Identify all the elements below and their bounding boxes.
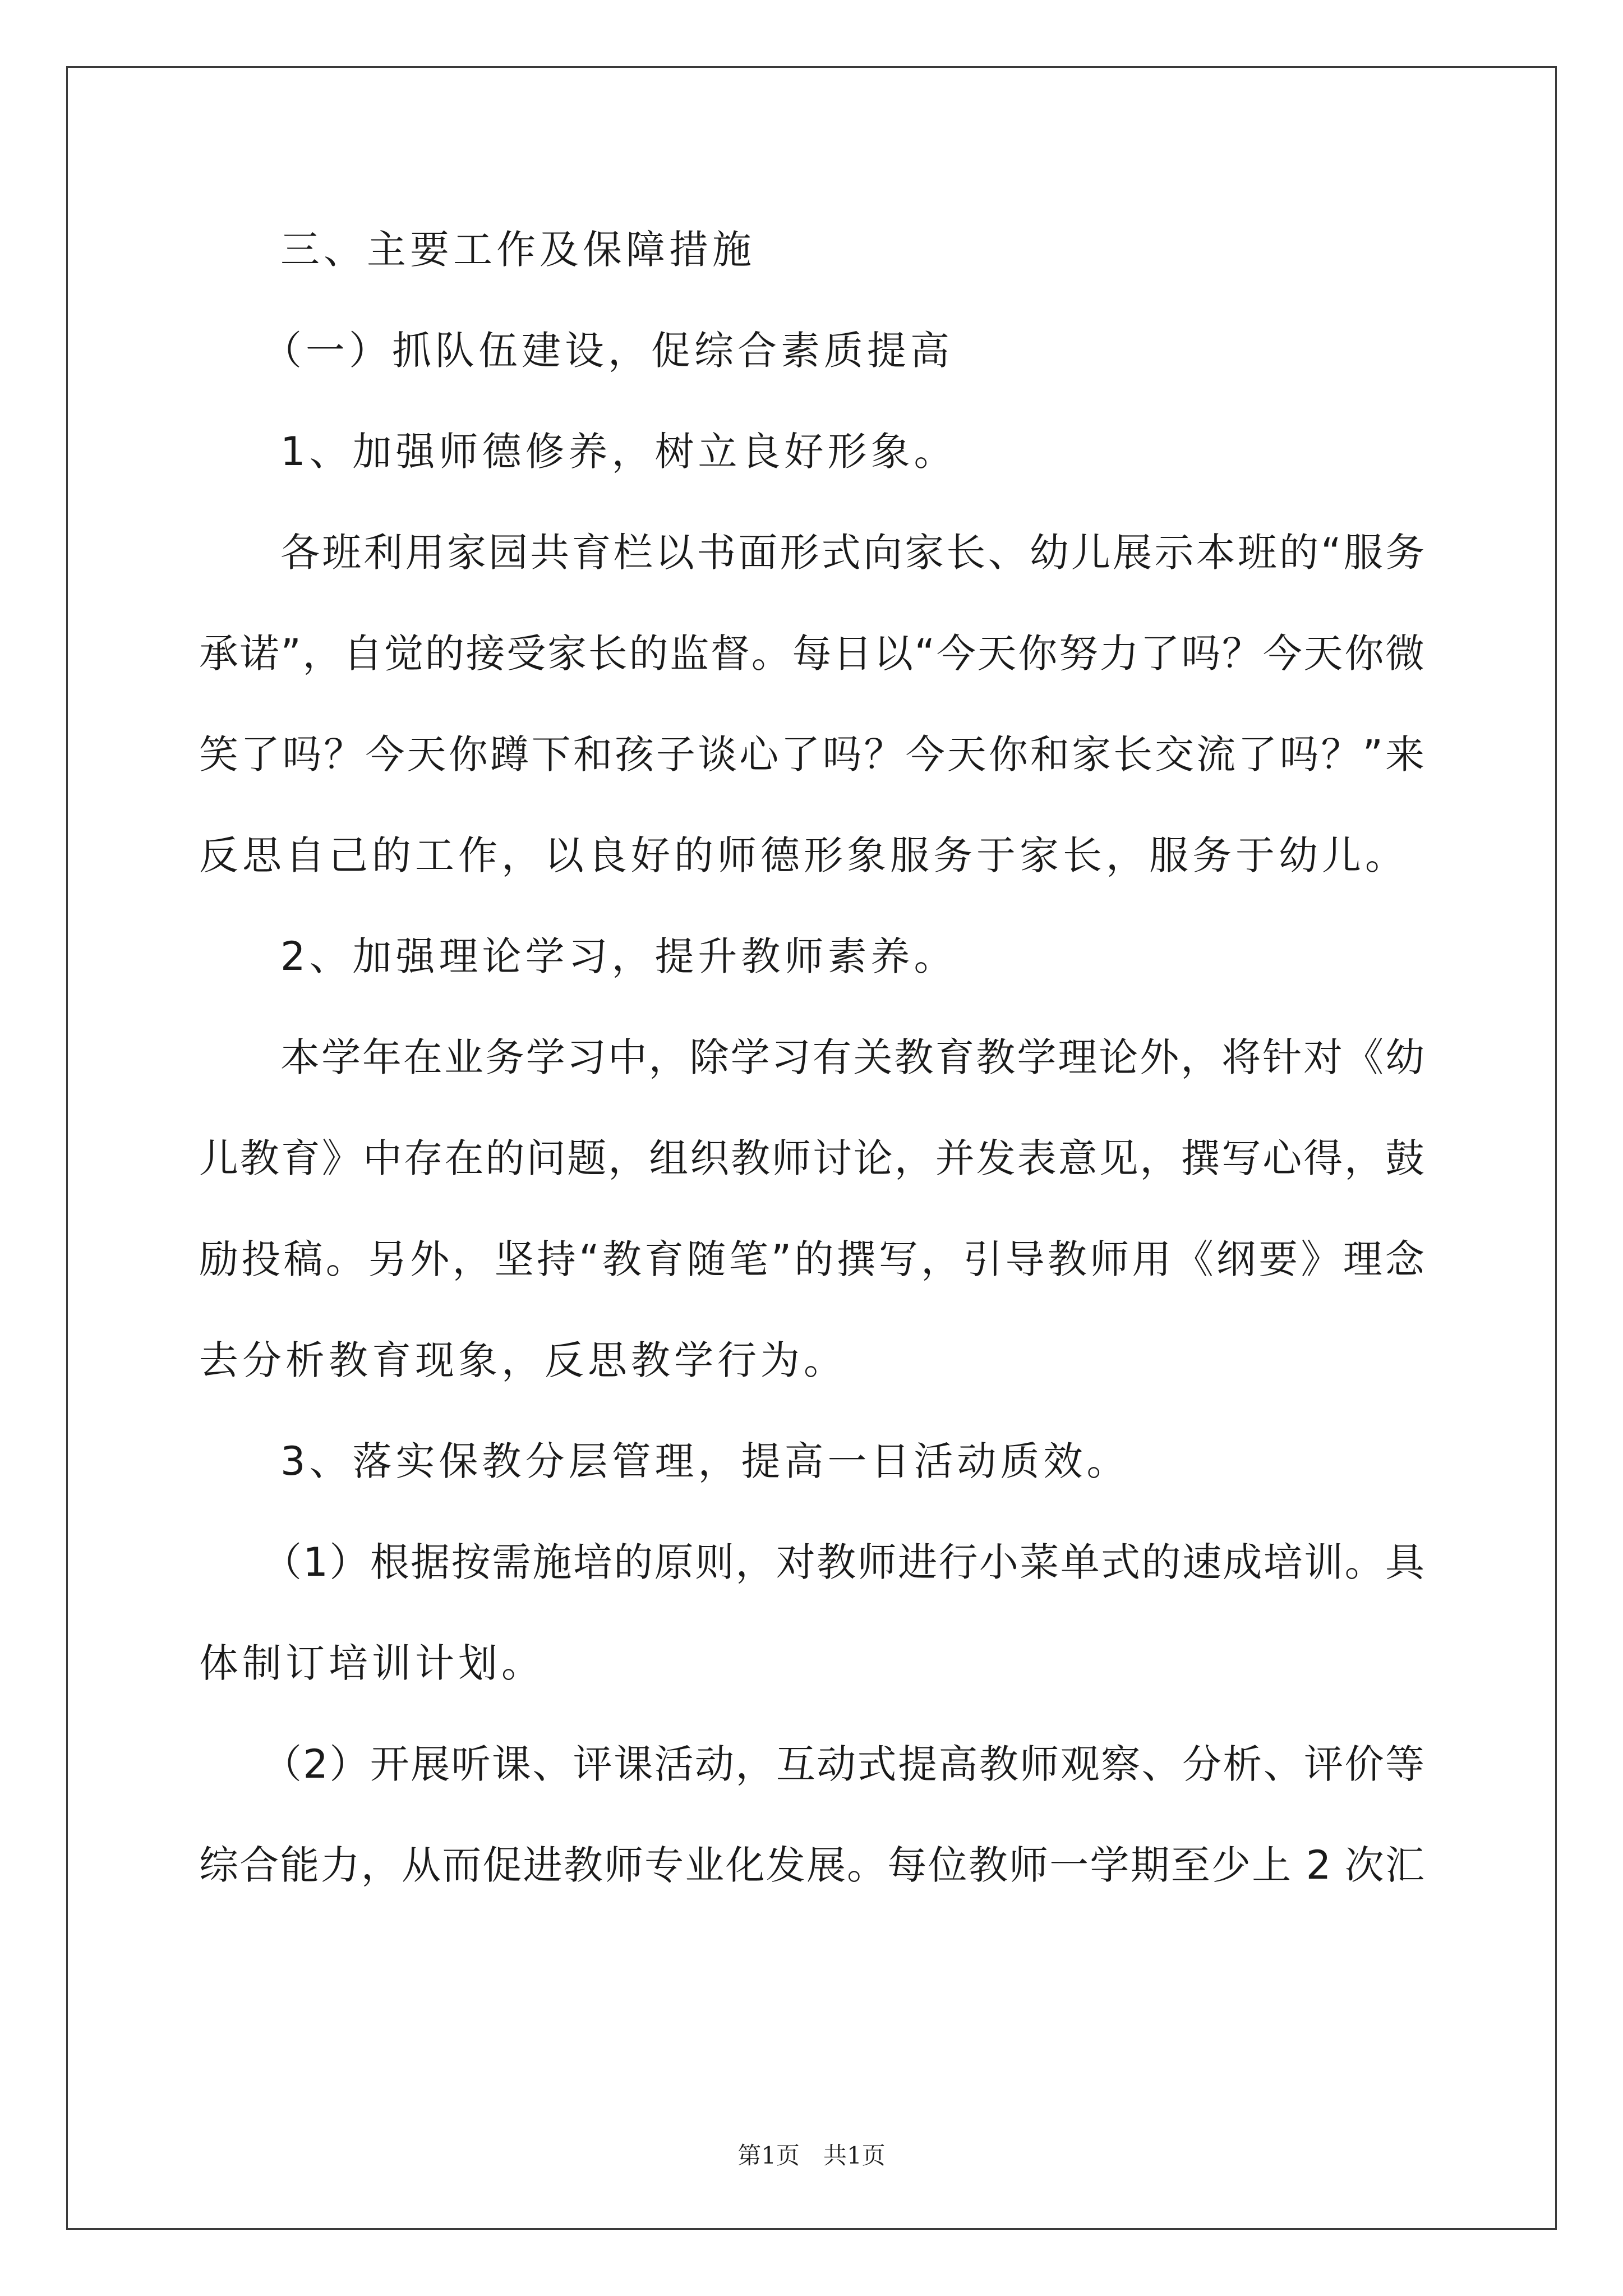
text-line: 笑了吗？今天你蹲下和孩子谈心了吗？今天你和家长交流了吗？”来 xyxy=(199,731,1424,777)
text-line: 三、主要工作及保障措施 xyxy=(280,227,755,273)
page-number-footer: 第1页 共1页 xyxy=(737,2142,886,2169)
text-line: 2、加强理论学习，提升教师素养。 xyxy=(280,933,957,979)
text-line: （一）抓队伍建设，促综合素质提高 xyxy=(262,328,953,374)
text-line: （1）根据按需施培的原则，对教师进行小菜单式的速成培训。具 xyxy=(262,1539,1424,1585)
text-line: （2）开展听课、评课活动，互动式提高教师观察、分析、评价等 xyxy=(262,1741,1424,1787)
text-line: 3、落实保教分层管理，提高一日活动质效。 xyxy=(280,1438,1130,1484)
text-line: 体制订培训计划。 xyxy=(199,1640,545,1686)
text-line: 综合能力，从而促进教师专业化发展。每位教师一学期至少上 2 次汇 xyxy=(199,1842,1424,1888)
text-line: 励投稿。另外，坚持“教育随笔”的撰写，引导教师用《纲要》理念 xyxy=(199,1236,1424,1282)
text-line: 去分析教育现象，反思教学行为。 xyxy=(199,1337,847,1383)
text-line: 本学年在业务学习中，除学习有关教育教学理论外，将针对《幼 xyxy=(280,1034,1424,1080)
text-line: 反思自己的工作，以良好的师德形象服务于家长，服务于幼儿。 xyxy=(199,832,1408,878)
text-line: 儿教育》中存在的问题，组织教师讨论，并发表意见，撰写心得，鼓 xyxy=(199,1135,1424,1181)
text-line: 1、加强师德修养，树立良好形象。 xyxy=(280,429,957,475)
text-line: 各班利用家园共育栏以书面形式向家长、幼儿展示本班的“服务 xyxy=(280,530,1424,576)
text-line: 承诺”，自觉的接受家长的监督。每日以“今天你努力了吗？今天你微 xyxy=(199,631,1424,677)
